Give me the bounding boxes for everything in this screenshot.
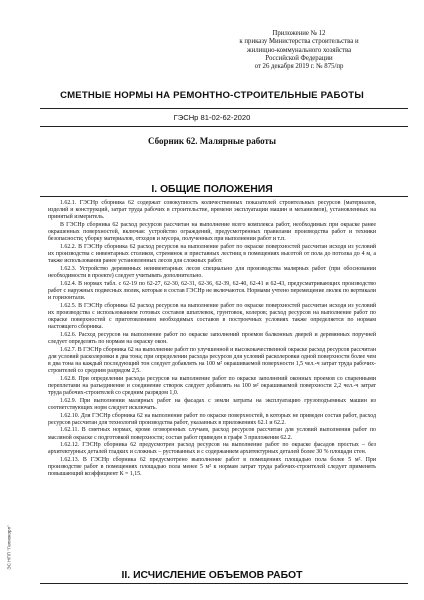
- paragraph: 1.62.4. В нормах табл. с 62-19 по 62-27, 62-30, 62-31, 62-36, 62-39, 62-40, 62-41 и 62-43, предусматривающих производство работ с наружных подвесных люлек, которые в состав ГЭСНр не включаются. Нормами учтено перемещение люлек по вертикали и горизонтали.: [48, 280, 376, 301]
- annex-line: Российской Федерации: [265, 54, 333, 62]
- side-watermark-text: ЭС НПП "Гелиокорп": [6, 525, 12, 570]
- section-rule: [40, 583, 408, 584]
- paragraph: 1.62.1. ГЭСНр сборника 62 содержат совокупность количественных показателей строительных ресурсов (материалов, изделий и конструкций, затрат труда рабочих в строительстве, времени эксплуатации машин и механизмов), установленных на принятый измеритель.: [48, 200, 376, 221]
- section-heading-general: I. ОБЩИЕ ПОЛОЖЕНИЯ: [151, 184, 273, 195]
- section-heading-volumes: II. ИСЧИСЛЕНИЕ ОБЪЕМОВ РАБОТ: [121, 570, 303, 581]
- paragraph: 1.62.9. При выполнении малярных работ на фасадах с земли затраты на эксплуатацию грузоподъемных машин из соответствующих норм следует исключать.: [48, 397, 376, 411]
- paragraph: 1.62.7. В ГЭСНр сборника 62 на выполнение работ по улучшенной и высококачественной окраске расход ресурсов рассчитан для условий расколеровки в два тона; при определении расхода ресурсов для условий расколеровки одной поверхности более чем в два тона на каждый последующий тон следует добавлять на 100 м² окрашиваемой поверхности 1,5 чел.-ч затрат труда рабочих-строителей со средним разрядом 2,5.: [48, 346, 376, 374]
- paragraph: 1.62.11. В сметных нормах, кроме оговоренных случаев, расход ресурсов рассчитан для условий выполнения работ по масляной окраске с подготовкой поверхности; состав работ приведен в графе 3 приложения 62.2.: [48, 427, 376, 441]
- paragraph: 1.62.3. Устройство деревянных неинвентарных лесов специально для производства малярных работ (при обосновании необходимости в проекте) следует учитывать дополнительно.: [48, 265, 376, 279]
- side-watermark: [2, 505, 12, 595]
- rule-top: [40, 108, 408, 109]
- paragraph: 1.62.12. ГЭСНр сборника 62 предусмотрен расход ресурсов на выполнение работ по окраске фасадов простых – без архитектурных деталей гладких и сложных – рустованных и с содержанием архитектурных деталей более 30 % площади стен.: [48, 442, 376, 456]
- paragraph: В ГЭСНр сборника 62 расход ресурсов рассчитан на выполнение всего комплекса работ, необходимых при окраске ранее окрашенных поверхностей, включая: устройство ограждений, предусмотренных правилами производства работ и техники безопасности; уборку материалов, отходов и мусора, полученных при выполнении работ и т.п.: [48, 221, 376, 243]
- rule-bottom: [40, 126, 408, 127]
- paragraph: 1.62.2. В ГЭСНр сборника 62 расход ресурсов на выполнение работ по окраске поверхностей рассчитан исходя из условий их производства с инвентарных столиков, стремянок и приставных лестниц в помещениях высотой от пола до потолка до 4 м, а также использования ранее установленных лесов для сложных работ.: [48, 243, 376, 265]
- norm-code: ГЭСНр 81-02-62-2020: [173, 113, 251, 122]
- section-rule: [40, 196, 408, 197]
- document-body: [48, 200, 376, 479]
- paragraph: 1.62.13. В ГЭСНр сборника 62 предусмотрено выполнение работ в помещениях площадью пола более 5 м². При производстве работ в помещениях площадью пола менее 5 м² к нормам затрат труда рабочих-строителей следует применять повышающий коэффициент К = 1,15.: [48, 457, 376, 478]
- paragraph: 1.62.6. Расход ресурсов на выполнение работ по окраске заполнений проемов балконных дверей и деревянных поручней следует определять по нормам на окраску окон.: [48, 331, 376, 345]
- collection-title: Сборник 62. Малярные работы: [148, 136, 276, 146]
- annex-line: Приложение № 12: [272, 30, 326, 37]
- annex-line: от 26 декабря 2019 г. № 875/пр: [254, 63, 344, 71]
- paragraph: 1.62.8. При определении расхода ресурсов на выполнение работ по окраске заполнений оконных проемов со спаренными переплетами на разъединение и соединение створок следует добавлять на 100 м² окрашиваемой поверхности 2,2 чел.-ч затрат труда рабочих-строителей со средним разрядом 1,0.: [48, 375, 376, 396]
- paragraph: 1.62.10. Для ГЭСНр сборника 62 на выполнение работ по окраске поверхностей, в которых не приведен состав работ, расход ресурсов рассчитан для технологий производства работ, указанных в приложениях 62.1 и 62.2.: [48, 412, 376, 426]
- annex-line: жилищно-коммунального хозяйства: [246, 46, 352, 54]
- annex-block: [214, 30, 384, 71]
- paragraph: 1.62.5. В ГЭСНр сборника 62 расход ресурсов на выполнение работ по окраске поверхностей рассчитан исходя из условий их производства с использованием готовых составов шпатлевок, грунтовок, колеров; расход ресурсов на выполнение работ по окраске поверхностей с приготовлением необходимых составов в построечных условиях также определяется по нормам настоящего сборника.: [48, 302, 376, 331]
- annex-line: к приказу Министерства строительства и: [239, 38, 359, 46]
- page-title: СМЕТНЫЕ НОРМЫ НА РЕМОНТНО-СТРОИТЕЛЬНЫЕ РАБОТЫ: [60, 90, 364, 101]
